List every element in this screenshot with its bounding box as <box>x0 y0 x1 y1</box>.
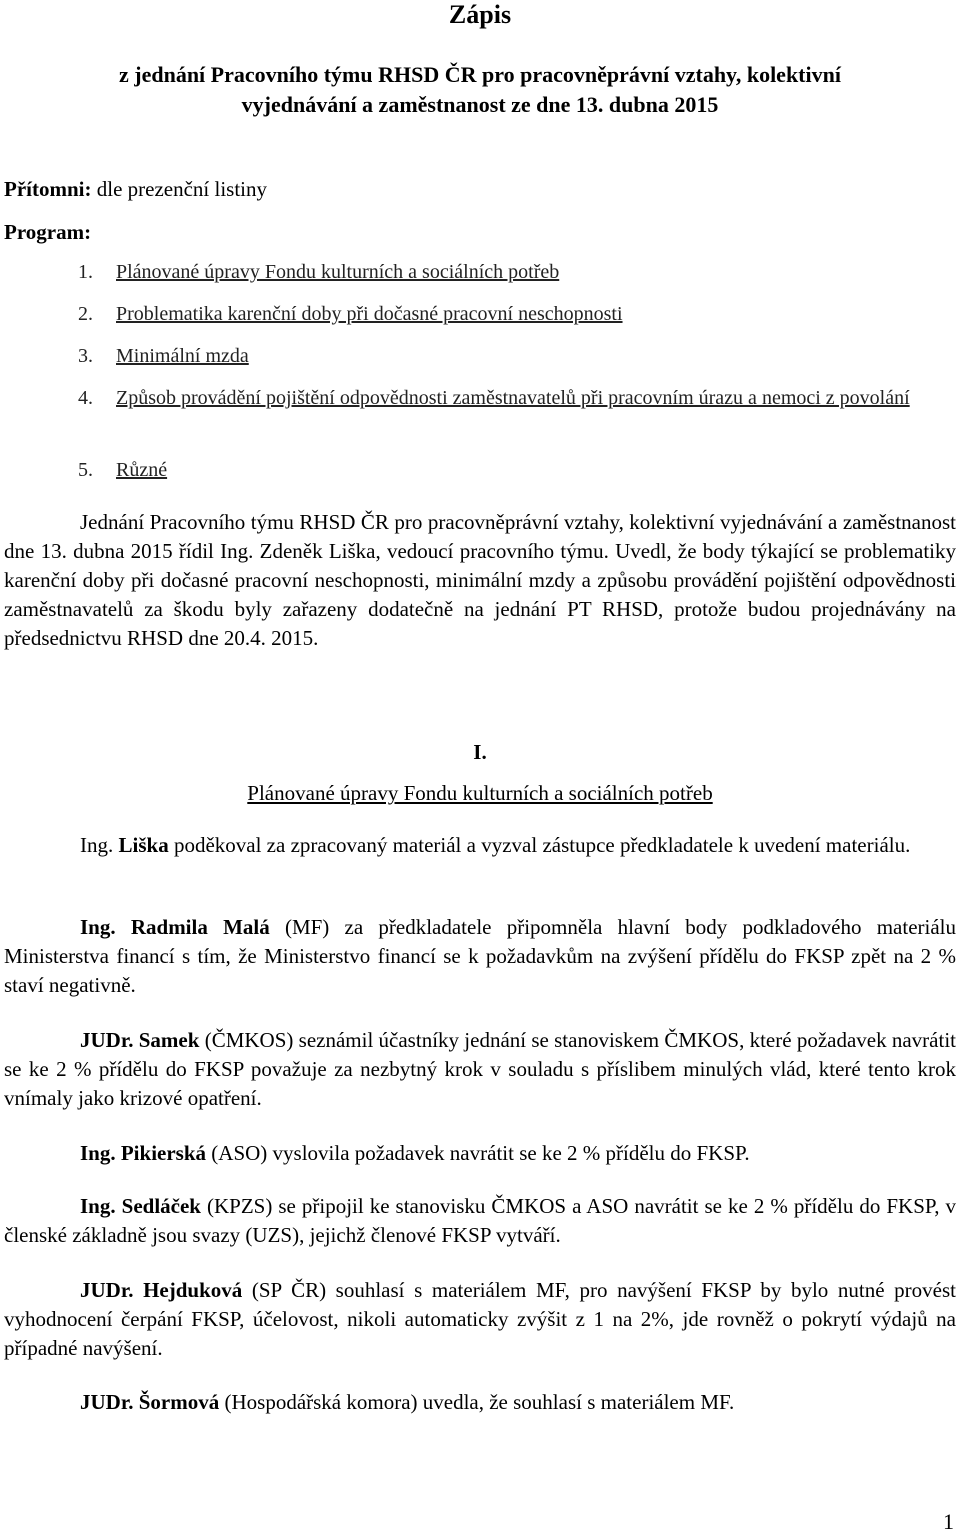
paragraph-text: (MF) za předkladatele připomněla hlavní body podkladového materiálu Ministerstva financí s tím, že Ministerstvo financí se k požadavkům na zvýšení přídělu do FKSP zpět na 2 % staví negativně. <box>4 915 956 997</box>
speaker-name: Radmila Malá <box>130 915 270 939</box>
intro-paragraph: Jednání Pracovního týmu RHSD ČR pro pracovněprávní vztahy, kolektivní vyjednávání a zaměstnanost dne 13. dubna 2015 řídil Ing. Zdeněk Liška, vedoucí pracovního týmu. Uvedl, že body týkající se problematiky karenční doby při dočasné pracovní neschopnosti, minimální mzdy a způsobu provádění pojištění odpovědnosti zaměstnavatelů za škodu byly zařazeny dodatečně na jednání PT RHSD, protože budou projednávány na předsednictvu RHSD dne 20.4. 2015. <box>4 510 956 650</box>
speaker-title: JUDr. <box>80 1028 134 1052</box>
program-item <box>78 456 956 484</box>
paragraph-text: (ČMKOS) seznámil účastníky jednání se stanoviskem ČMKOS, které požadavek navrátit se ke 2 % přídělu do FKSP považuje za nezbytný krok v souladu s příslibem minulých vlád, které tento krok vnímaly jako krizové opatření. <box>4 1028 956 1110</box>
attendance-label: Přítomni: <box>4 177 92 201</box>
program-item-number: 2. <box>78 303 93 325</box>
program-item-number: 5. <box>78 459 93 481</box>
minutes-paragraph <box>4 1192 956 1250</box>
attendance-line <box>4 176 267 202</box>
speaker-name: Liška <box>118 833 169 857</box>
minutes-paragraph <box>4 1388 956 1417</box>
program-item-number: 4. <box>78 387 93 409</box>
speaker-title: JUDr. <box>80 1278 134 1302</box>
program-item-text: Problematika karenční doby při dočasné pracovní neschopnosti <box>116 303 623 325</box>
speaker-name: Samek <box>138 1028 200 1052</box>
paragraph-text: poděkoval za zpracovaný materiál a vyzval zástupce předkladatele k uvedení materiálu. <box>168 833 911 857</box>
speaker-name: Pikierská <box>120 1141 207 1165</box>
program-item <box>78 384 956 412</box>
program-item <box>78 258 956 286</box>
speaker-title: Ing. <box>80 1141 116 1165</box>
minutes-paragraph <box>4 1139 956 1168</box>
program-item <box>78 342 956 370</box>
speaker-name: Šormová <box>138 1390 220 1414</box>
program-item-text: Plánované úpravy Fondu kulturních a sociálních potřeb <box>116 261 560 283</box>
minutes-paragraph <box>4 1276 956 1363</box>
speaker-title: Ing. <box>80 915 116 939</box>
document-subtitle: z jednání Pracovního týmu RHSD ČR pro pracovněprávní vztahy, kolektivní vyjednávání a zaměstnanost ze dne 13. dubna 2015 <box>119 62 841 117</box>
minutes-paragraph <box>4 831 956 860</box>
minutes-paragraph <box>4 1026 956 1113</box>
program-item-text: Různé <box>116 459 168 481</box>
program-item-number: 1. <box>78 261 93 283</box>
paragraph-text: (SP ČR) souhlasí s materiálem MF, pro navýšení FKSP by bylo nutné provést vyhodnocení čerpání FKSP, účelovost, nikoli automaticky zvýšit z 1 na 2%, jde rovněž o pokrytí výdajů na případné navýšení. <box>4 1278 956 1360</box>
attendance-value: dle prezenční listiny <box>96 177 268 201</box>
speaker-title: Ing. <box>80 833 114 857</box>
program-label: Program: <box>4 220 92 244</box>
paragraph-text: (Hospodářská komora) uvedla, že souhlasí s materiálem MF. <box>219 1390 735 1414</box>
program-item <box>78 300 956 328</box>
paragraph-text: (KPZS) se připojil ke stanovisku ČMKOS a ASO navrátit se ke 2 % přídělu do FKSP, v členské základně jsou svazy (UZS), jejichž členové FKSP vytváří. <box>4 1194 957 1247</box>
speaker-name: Sedláček <box>121 1194 201 1218</box>
section-heading <box>0 779 960 807</box>
program-item-text: Způsob provádění pojištění odpovědnosti zaměstnavatelů při pracovním úrazu a nemoci z povolání <box>116 387 910 409</box>
section-title: Plánované úpravy Fondu kulturních a sociálních potřeb <box>247 781 713 805</box>
speaker-name: Hejduková <box>143 1278 243 1302</box>
program-item-number: 3. <box>78 345 93 367</box>
program-item-text: Minimální mzda <box>116 345 249 367</box>
page-number: 1 <box>943 1509 954 1534</box>
minutes-paragraph <box>4 913 956 1000</box>
document-title: Zápis <box>448 0 512 29</box>
speaker-title: Ing. <box>80 1194 116 1218</box>
paragraph-text: (ASO) vyslovila požadavek navrátit se ke 2 % přídělu do FKSP. <box>206 1141 750 1165</box>
section-number: I. <box>473 740 487 764</box>
speaker-title: JUDr. <box>80 1390 134 1414</box>
